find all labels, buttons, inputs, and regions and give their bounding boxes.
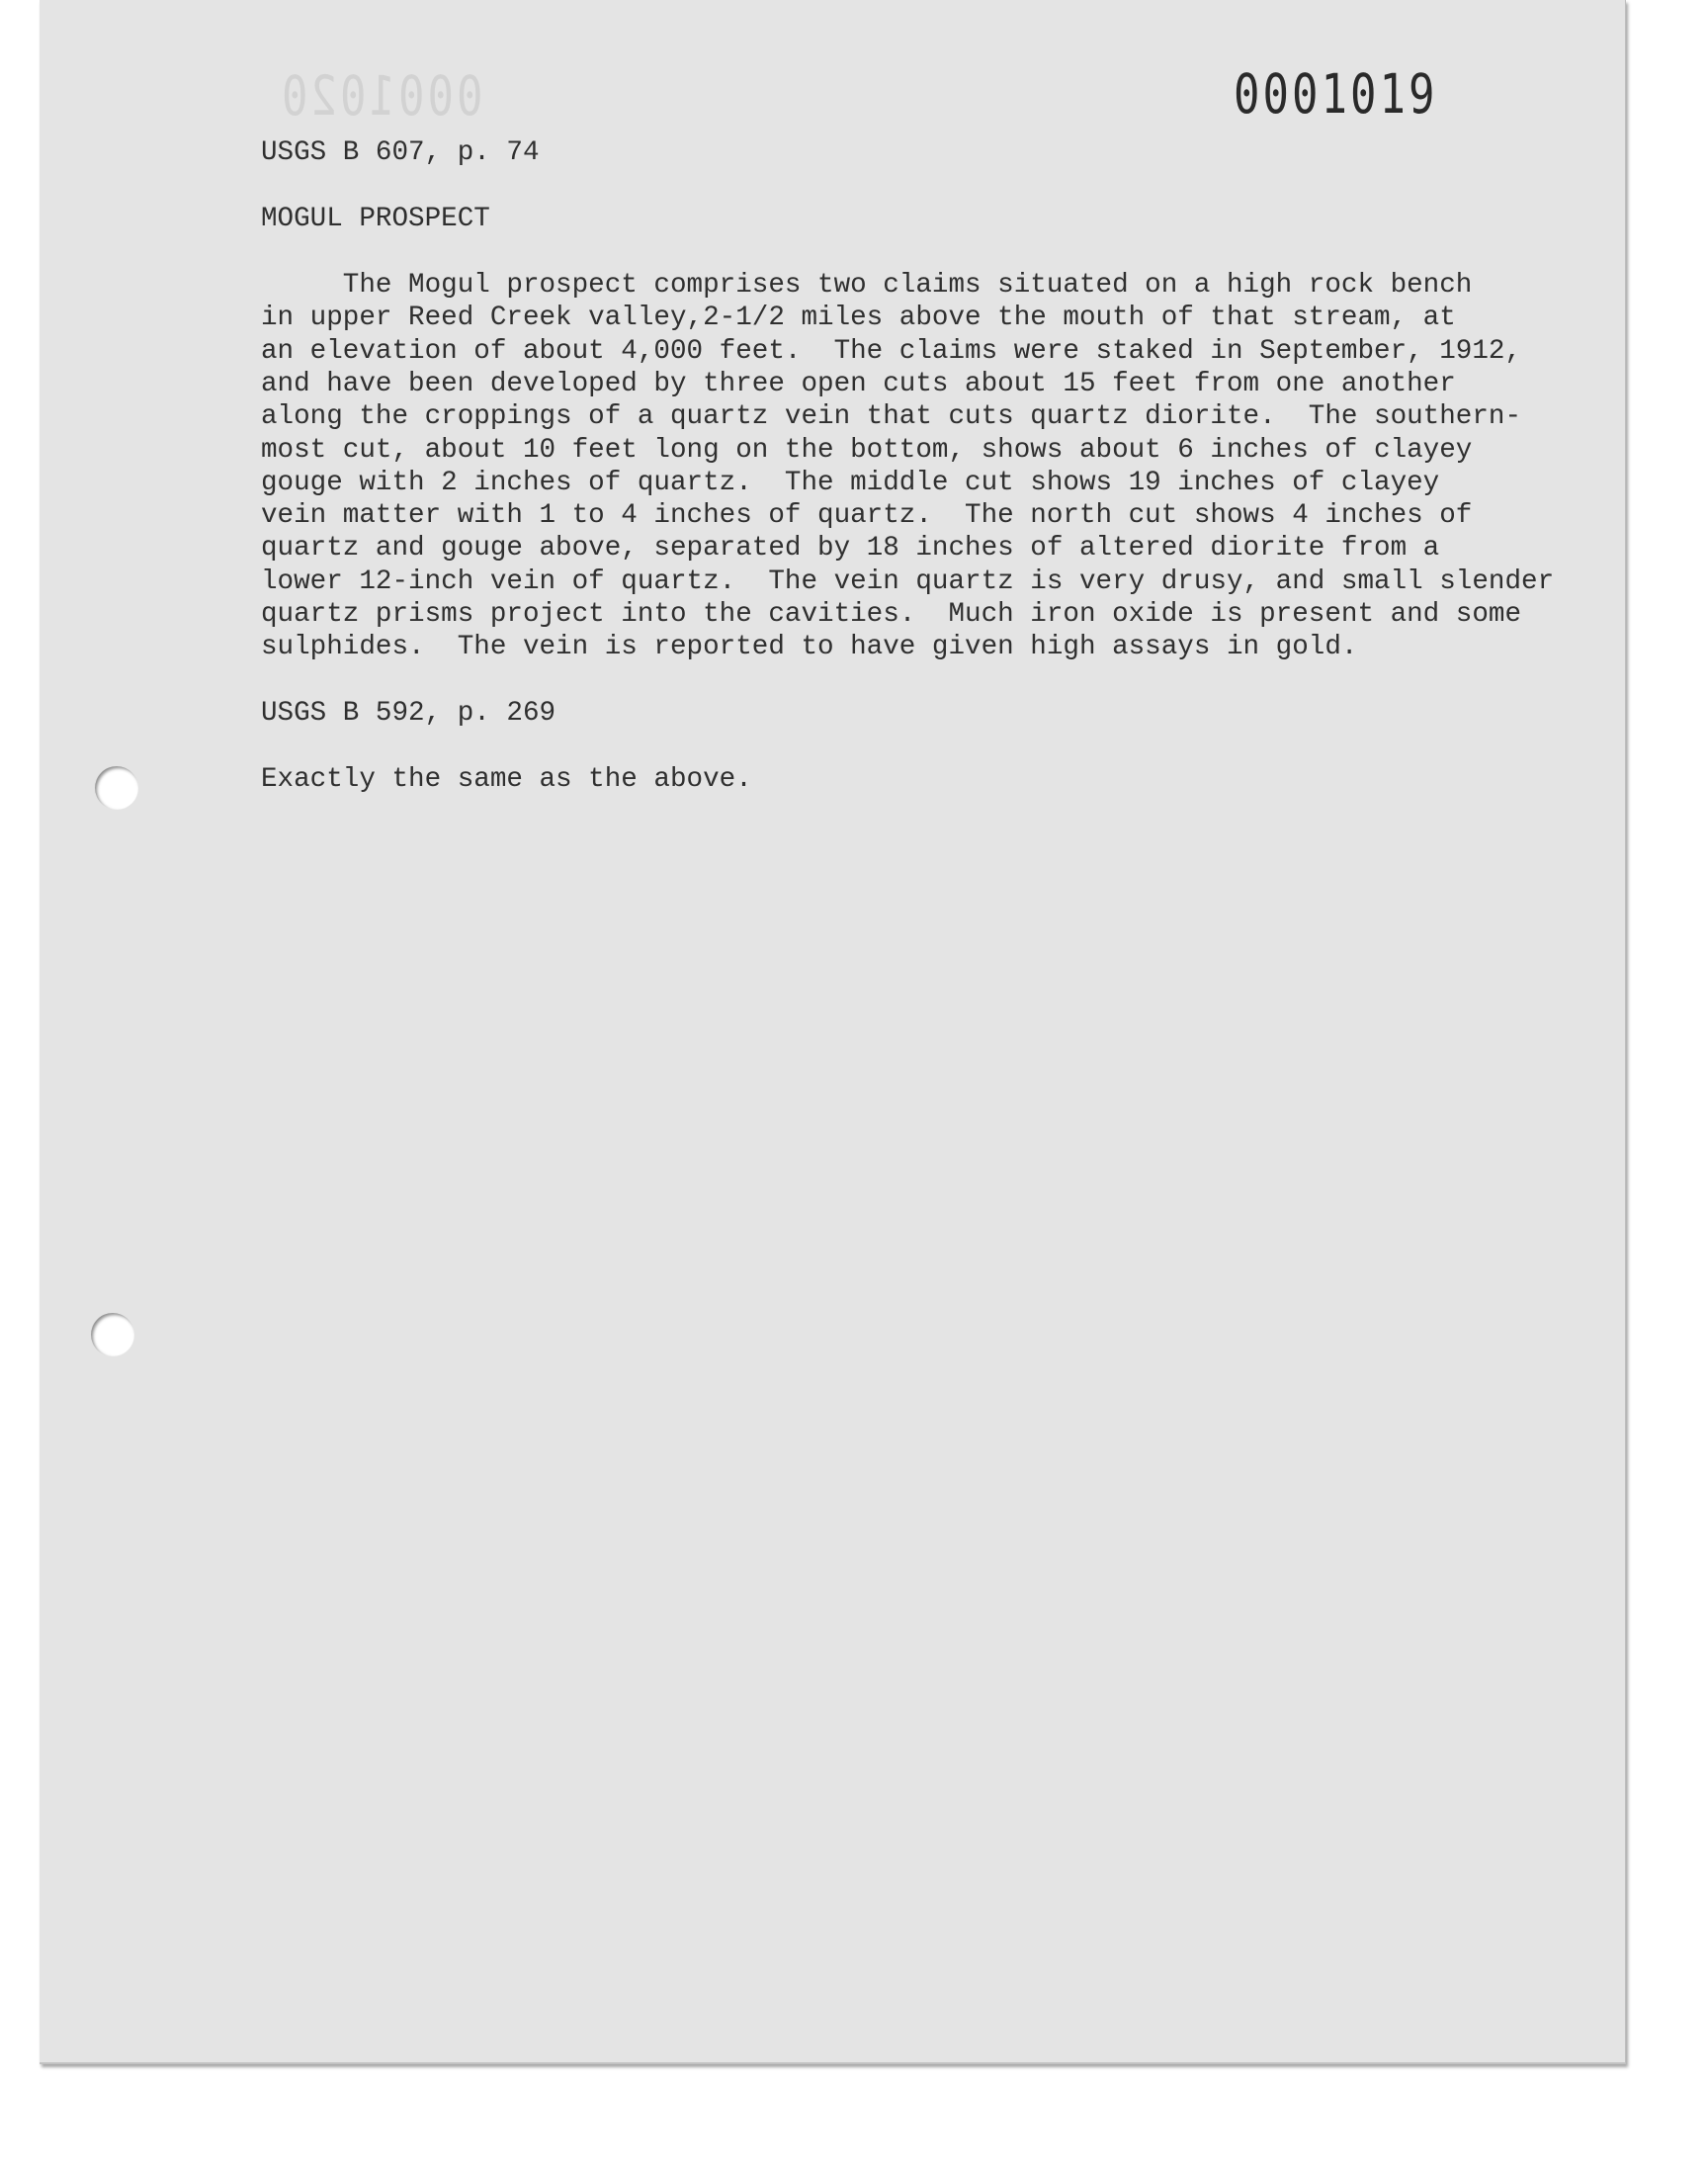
body-line-5: along the croppings of a quartz vein that cuts quartz diorite. The southern- [261, 401, 1522, 433]
body-line-10: lower 12-inch vein of quartz. The vein quartz is very drusy, and small slender [261, 566, 1555, 597]
document-title: MOGUL PROSPECT [261, 204, 490, 234]
page-number-stamp: 0001019 [1234, 63, 1438, 127]
body-line-8: vein matter with 1 to 4 inches of quartz. The north cut shows 4 inches of [261, 500, 1473, 532]
ghost-page-number: 0001020 [279, 65, 483, 129]
body-line-6: most cut, about 10 feet long on the bottom, shows about 6 inches of clayey [261, 434, 1473, 466]
source-reference: USGS B 607, p. 74 [261, 137, 540, 168]
body-line-7: gouge with 2 inches of quartz. The middle cut shows 19 inches of clayey [261, 467, 1440, 498]
punch-hole-upper [95, 766, 138, 810]
body-line-9: quartz and gouge above, separated by 18 inches of altered diorite from a [261, 533, 1440, 565]
second-source-note: Exactly the same as the above. [261, 764, 752, 795]
body-line-4: and have been developed by three open cuts about 15 feet from one another [261, 368, 1456, 399]
punch-hole-lower [91, 1313, 134, 1356]
second-source-reference: USGS B 592, p. 269 [261, 698, 556, 729]
body-line-2: in upper Reed Creek valley,2-1/2 miles above the mouth of that stream, at [261, 303, 1456, 334]
body-line-12: sulphides. The vein is reported to have given high assays in gold. [261, 632, 1358, 663]
body-line-3: an elevation of about 4,000 feet. The claims were staked in September, 1912, [261, 335, 1522, 367]
body-line-11: quartz prisms project into the cavities. Much iron oxide is present and some [261, 599, 1522, 630]
scan-margin [0, 2072, 1708, 2175]
body-line-1: The Mogul prospect comprises two claims situated on a high rock bench [261, 270, 1473, 301]
document-page [40, 0, 1626, 2064]
